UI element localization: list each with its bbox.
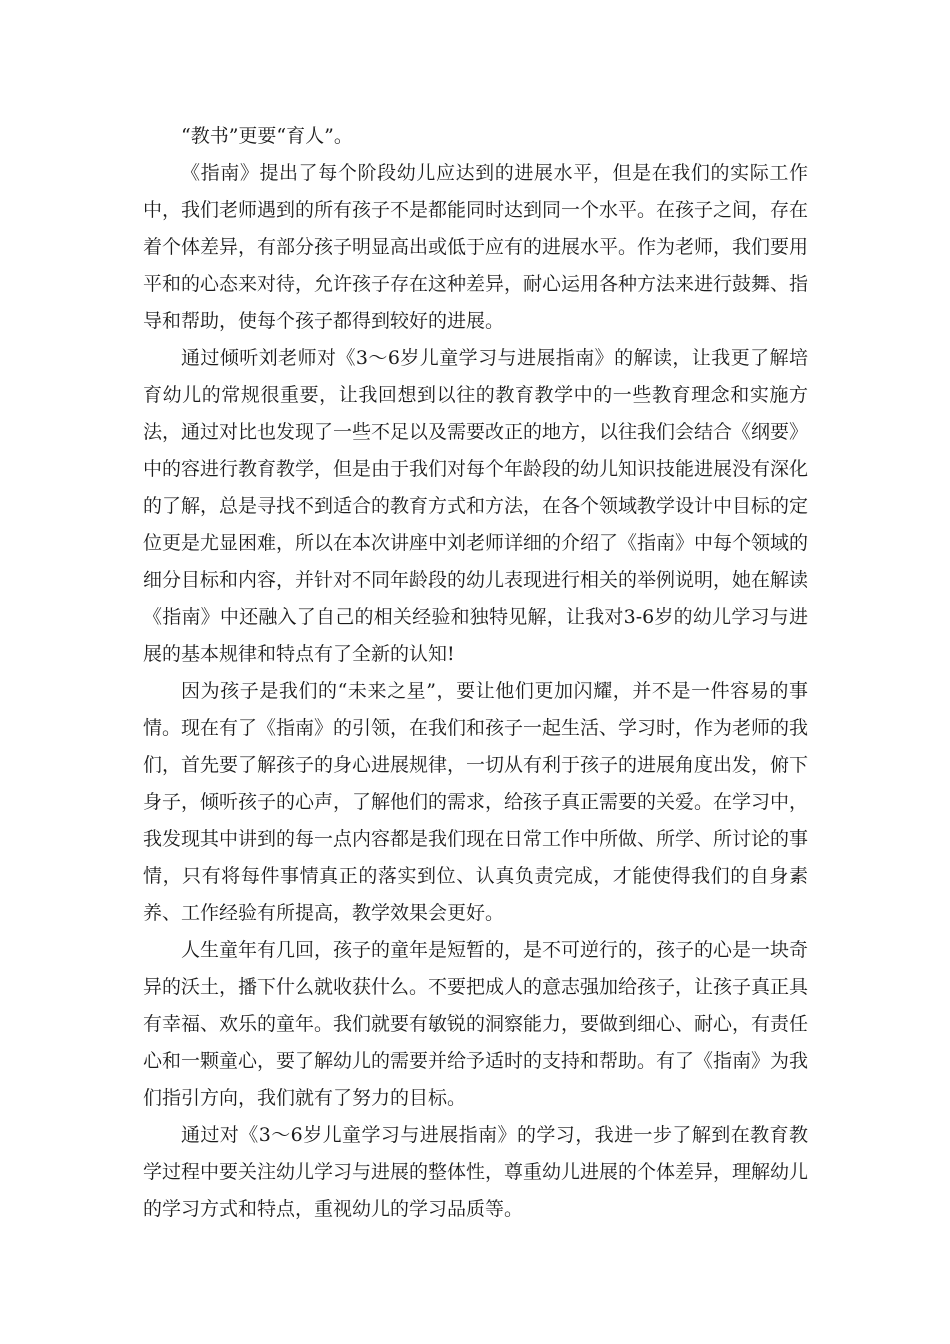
paragraph-1: “教书”更要“育人”。 (181, 125, 353, 147)
paragraph-2: 《指南》提出了每个阶段幼儿应达到的进展水平，但是在我们的实际工作中，我们老师遇到的所有孩子不是都能同时达到同一个水平。在孩子之间，存在着个体差异，有部分孩子明显高出或低于应有的进展水平。作为老师，我们要用平和的心态来对待，允许孩子存在这种差异，耐心运用各种方法来进行鼓舞、指导和帮助，使每个孩子都得到较好的进展。 (143, 162, 809, 332)
paragraph-6: 通过对《3～6岁儿童学习与进展指南》的学习，我进一步了解到在教育教学过程中要关注幼儿学习与进展的整体性，尊重幼儿进展的个体差异，理解幼儿的学习方式和特点，重视幼儿的学习品质等。 (143, 1124, 809, 1220)
paragraph-5: 人生童年有几回，孩子的童年是短暂的，是不可逆行的，孩子的心是一块奇异的沃土，播下什么就收获什么。不要把成人的意志强加给孩子，让孩子真正具有幸福、欢乐的童年。我们就要有敏锐的洞察能力，要做到细心、耐心，有责任心和一颗童心，要了解幼儿的需要并给予适时的支持和帮助。有了《指南》为我们指引方向，我们就有了努力的目标。 (143, 939, 809, 1109)
paragraph-3: 通过倾听刘老师对《3～6岁儿童学习与进展指南》的解读，让我更了解培育幼儿的常规很重要，让我回想到以往的教育教学中的一些教育理念和实施方法，通过对比也发现了一些不足以及需要改正的地方，以往我们会结合《纲要》中的容进行教育教学，但是由于我们对每个年龄段的幼儿知识技能进展没有深化的了解，总是寻找不到适合的教育方式和方法，在各个领域教学设计中目标的定位更是尤显困难，所以在本次讲座中刘老师详细的介绍了《指南》中每个领域的细分目标和内容，并针对不同年龄段的幼儿表现进行相关的举例说明，她在解读《指南》中还融入了自己的相关经验和独特见解，让我对3-6岁的幼儿学习与进展的基本规律和特点有了全新的认知! (143, 347, 809, 665)
paragraph-4: 因为孩子是我们的“未来之星”，要让他们更加闪耀，并不是一件容易的事情。现在有了《指南》的引领，在我们和孩子一起生活、学习时，作为老师的我们，首先要了解孩子的身心进展规律，一切从有利于孩子的进展角度出发，俯下身子，倾听孩子的心声，了解他们的需求，给孩子真正需要的关爱。在学习中，我发现其中讲到的每一点内容都是我们现在日常工作中所做、所学、所讨论的事情，只有将每件事情真正的落实到位、认真负责完成，才能使得我们的自身素养、工作经验有所提高，教学效果会更好。 (143, 680, 809, 924)
document-body (143, 118, 808, 1228)
